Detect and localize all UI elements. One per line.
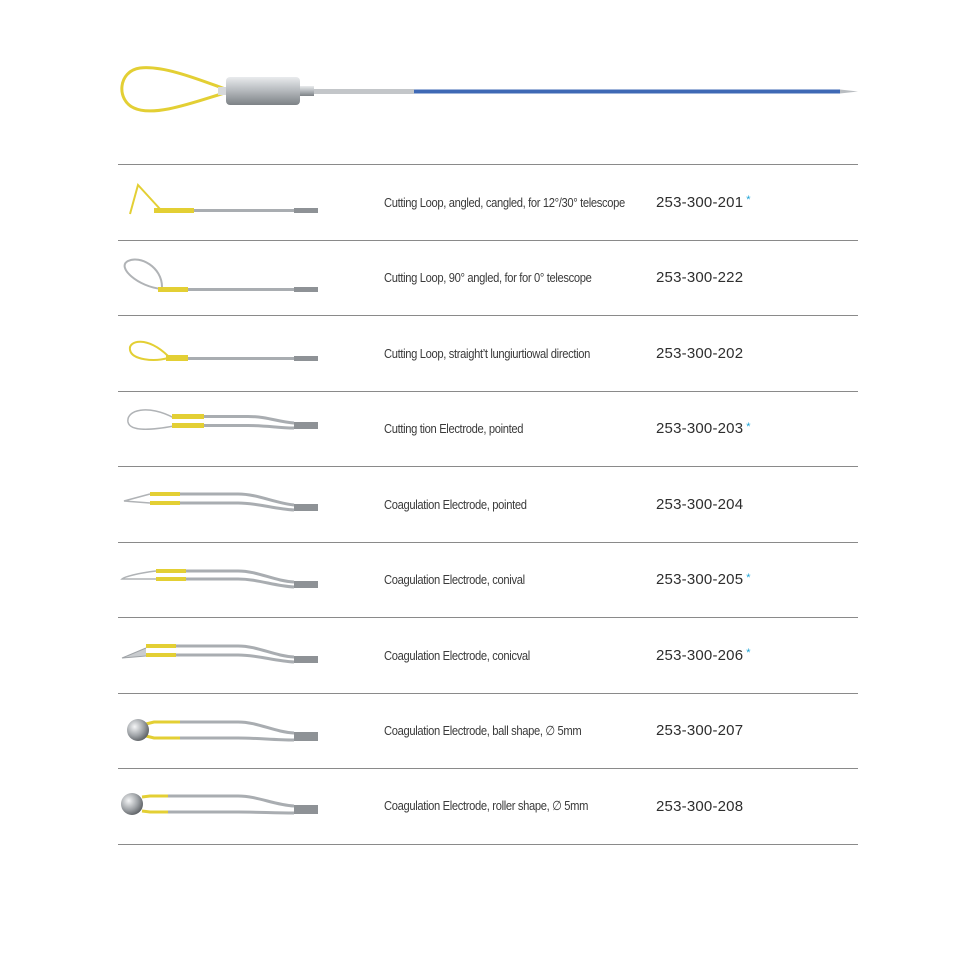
availability-mark: * bbox=[746, 420, 751, 433]
table-row bbox=[118, 241, 858, 317]
product-code: 253-300-207 bbox=[656, 722, 744, 739]
product-code: 253-300-222 bbox=[656, 269, 744, 286]
cutting-loop-angled-icon bbox=[118, 165, 323, 239]
product-code: 253-300-204 bbox=[656, 495, 744, 513]
availability-mark: * bbox=[746, 571, 751, 584]
product-description: Cutting tion Electrode, pointed bbox=[384, 421, 524, 436]
availability-mark: * bbox=[746, 647, 751, 659]
table-row bbox=[118, 467, 858, 543]
product-description: Coagulation Electrode, pointed bbox=[384, 496, 527, 512]
table-row bbox=[118, 543, 858, 619]
product-description: Cutting Loop, straight’t lungiurtiowal direction bbox=[384, 345, 590, 361]
table-row bbox=[118, 694, 858, 770]
coagulation-electrode-conical-icon bbox=[118, 618, 323, 692]
product-code: 253-300-202 bbox=[656, 344, 744, 362]
cutting-loop-90-icon bbox=[118, 241, 323, 315]
coagulation-electrode-conical-icon bbox=[118, 543, 323, 617]
product-code: 253-300-206 * bbox=[656, 646, 751, 664]
table-row bbox=[118, 392, 858, 468]
product-description: Coagulation Electrode, roller shape, ∅ 5mm bbox=[384, 798, 589, 813]
product-code: 253-300-205 * bbox=[656, 571, 751, 588]
product-description: Coagulation Electrode, conival bbox=[384, 572, 525, 587]
table-row bbox=[118, 165, 858, 241]
product-description: Cutting Loop, angled, cangled, for 12°/30° telescope bbox=[384, 194, 625, 210]
coagulation-electrode-pointed-icon bbox=[118, 467, 323, 541]
table-row bbox=[118, 769, 858, 845]
product-code: 253-300-203 * bbox=[656, 420, 751, 437]
product-table bbox=[118, 164, 858, 845]
table-row bbox=[118, 618, 858, 694]
product-code: 253-300-208 bbox=[656, 797, 744, 815]
cutting-electrode-pointed-icon bbox=[118, 392, 323, 466]
product-description: Coagulation Electrode, conicval bbox=[384, 647, 530, 663]
roller-electrode-icon bbox=[118, 769, 323, 843]
product-code: 253-300-201 * bbox=[656, 193, 751, 211]
ball-electrode-icon bbox=[118, 694, 323, 768]
table-row bbox=[118, 316, 858, 392]
product-description: Coagulation Electrode, ball shape, ∅ 5mm bbox=[384, 722, 582, 738]
hero-electrode-illustration bbox=[110, 60, 870, 130]
cutting-loop-straight-icon bbox=[118, 316, 323, 390]
availability-mark: * bbox=[746, 194, 751, 206]
product-description: Cutting Loop, 90° angled, for for 0° telescope bbox=[384, 270, 592, 285]
